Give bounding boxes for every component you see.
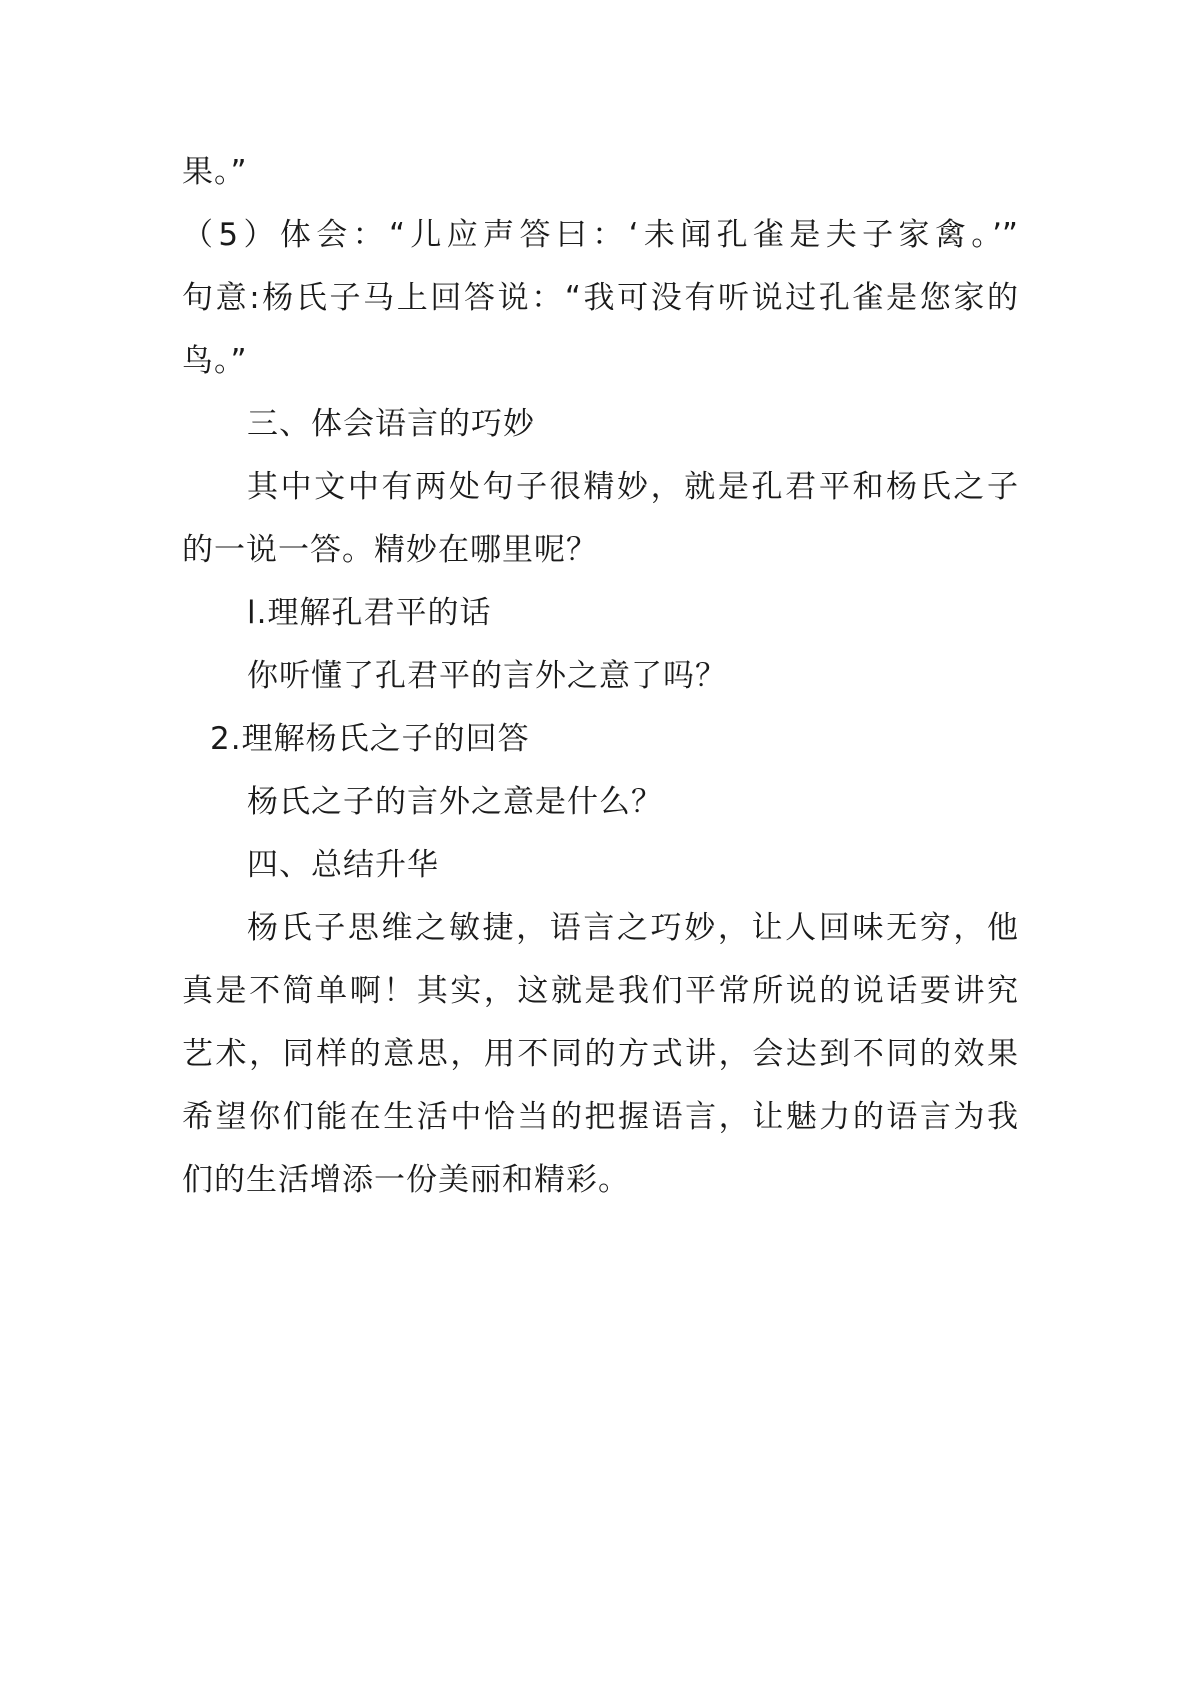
text-line: 的一说一答。精妙在哪里呢？ (182, 532, 598, 568)
text-line: 你听懂了孔君平的言外之意了吗？ (247, 658, 727, 694)
text-line: 果。” (182, 154, 248, 190)
subheading: l.理解孔君平的话 (247, 595, 492, 631)
text-line: 艺术，同样的意思，用不同的方式讲，会达到不同的效果 (182, 1036, 1018, 1072)
text-line: 句意:杨氏子马上回答说：“我可没有听说过孔雀是您家的 (182, 280, 1018, 316)
text-line: 希望你们能在生活中恰当的把握语言，让魅力的语言为我 (182, 1099, 1018, 1135)
section-heading: 三、体会语言的巧妙 (247, 406, 535, 442)
text-line: 们的生活增添一份美丽和精彩。 (182, 1162, 630, 1198)
text-line: 杨氏子思维之敏捷，语言之巧妙，让人回味无穷，他 (247, 910, 1018, 946)
text-line: 其中文中有两处句子很精妙，就是孔君平和杨氏之子 (247, 469, 1018, 505)
section-heading: 四、总结升华 (247, 847, 439, 883)
text-line: 鸟。” (182, 343, 248, 379)
text-line: 杨氏之子的言外之意是什么？ (247, 784, 663, 820)
subheading: 2.理解杨氏之子的回答 (210, 721, 530, 757)
text-line: （5）体会：“儿应声答曰：‘未闻孔雀是夫子家禽。’” (182, 217, 1018, 253)
text-line: 真是不简单啊！其实，这就是我们平常所说的说话要讲究 (182, 973, 1018, 1009)
